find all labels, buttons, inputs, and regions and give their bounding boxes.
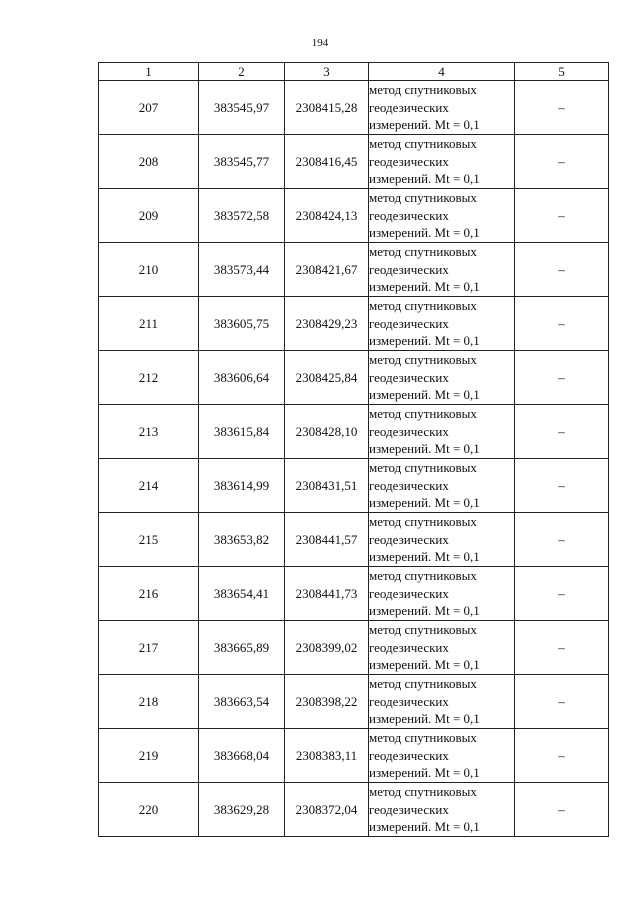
table-row (99, 621, 609, 675)
point-number-cell: 208 (99, 135, 199, 189)
x-coordinate-cell: 383665,89 (199, 621, 285, 675)
table-row (99, 297, 609, 351)
x-coordinate-cell: 383605,75 (199, 297, 285, 351)
method-line: измерений. Mt = 0,1 (369, 495, 480, 511)
column-5-cell: – (515, 189, 609, 243)
method-line: геодезических (369, 747, 449, 763)
method-cell (369, 135, 515, 189)
method-line: геодезических (369, 639, 449, 655)
point-number-cell: 218 (99, 675, 199, 729)
x-coordinate-cell: 383663,54 (199, 675, 285, 729)
point-number-cell: 210 (99, 243, 199, 297)
table-row (99, 135, 609, 189)
method-line: измерений. Mt = 0,1 (369, 171, 480, 187)
y-coordinate-cell: 2308399,02 (285, 621, 369, 675)
point-number-cell: 209 (99, 189, 199, 243)
point-number-cell: 217 (99, 621, 199, 675)
column-5-cell: – (515, 729, 609, 783)
method-cell (369, 297, 515, 351)
method-line: метод спутниковых (369, 406, 477, 422)
page-number: 194 (311, 37, 329, 49)
point-number-cell: 207 (99, 81, 199, 135)
method-cell (369, 675, 515, 729)
method-cell (369, 459, 515, 513)
table-row (99, 189, 609, 243)
method-line: геодезических (369, 477, 449, 493)
column-5-cell: – (515, 675, 609, 729)
column-5-cell: – (515, 783, 609, 837)
method-line: измерений. Mt = 0,1 (369, 333, 480, 349)
method-cell (369, 189, 515, 243)
x-coordinate-cell: 383606,64 (199, 351, 285, 405)
y-coordinate-cell: 2308424,13 (285, 189, 369, 243)
header-col-1: 1 (99, 63, 199, 81)
method-line: метод спутниковых (369, 514, 477, 530)
table-header (99, 63, 609, 81)
y-coordinate-cell: 2308383,11 (285, 729, 369, 783)
column-5-cell: – (515, 567, 609, 621)
point-number-cell: 219 (99, 729, 199, 783)
method-cell (369, 567, 515, 621)
method-line: геодезических (369, 99, 449, 115)
method-line: измерений. Mt = 0,1 (369, 711, 480, 727)
table-body (99, 81, 609, 837)
point-number-cell: 211 (99, 297, 199, 351)
method-cell (369, 81, 515, 135)
header-col-3: 3 (285, 63, 369, 81)
point-number-cell: 212 (99, 351, 199, 405)
method-line: метод спутниковых (369, 784, 477, 800)
method-line: метод спутниковых (369, 568, 477, 584)
x-coordinate-cell: 383668,04 (199, 729, 285, 783)
header-col-5: 5 (515, 63, 609, 81)
method-line: метод спутниковых (369, 460, 477, 476)
method-cell (369, 621, 515, 675)
table-row (99, 405, 609, 459)
x-coordinate-cell: 383614,99 (199, 459, 285, 513)
x-coordinate-cell: 383572,58 (199, 189, 285, 243)
x-coordinate-cell: 383654,41 (199, 567, 285, 621)
method-line: измерений. Mt = 0,1 (369, 279, 480, 295)
column-5-cell: – (515, 621, 609, 675)
x-coordinate-cell: 383573,44 (199, 243, 285, 297)
header-col-4: 4 (369, 63, 515, 81)
table-row (99, 513, 609, 567)
method-line: измерений. Mt = 0,1 (369, 549, 480, 565)
method-cell (369, 243, 515, 297)
point-number-cell: 220 (99, 783, 199, 837)
method-line: измерений. Mt = 0,1 (369, 441, 480, 457)
method-cell (369, 351, 515, 405)
x-coordinate-cell: 383653,82 (199, 513, 285, 567)
method-line: метод спутниковых (369, 676, 477, 692)
y-coordinate-cell: 2308372,04 (285, 783, 369, 837)
method-line: измерений. Mt = 0,1 (369, 117, 480, 133)
method-line: измерений. Mt = 0,1 (369, 225, 480, 241)
method-cell (369, 513, 515, 567)
table-row (99, 675, 609, 729)
column-5-cell: – (515, 513, 609, 567)
method-line: геодезических (369, 585, 449, 601)
method-line: геодезических (369, 531, 449, 547)
method-line: геодезических (369, 153, 449, 169)
column-5-cell: – (515, 81, 609, 135)
point-number-cell: 215 (99, 513, 199, 567)
table-row (99, 351, 609, 405)
column-5-cell: – (515, 135, 609, 189)
column-5-cell: – (515, 405, 609, 459)
y-coordinate-cell: 2308441,73 (285, 567, 369, 621)
method-line: геодезических (369, 423, 449, 439)
point-number-cell: 214 (99, 459, 199, 513)
method-line: измерений. Mt = 0,1 (369, 765, 480, 781)
table-row (99, 459, 609, 513)
point-number-cell: 216 (99, 567, 199, 621)
y-coordinate-cell: 2308425,84 (285, 351, 369, 405)
column-5-cell: – (515, 351, 609, 405)
column-5-cell: – (515, 297, 609, 351)
method-line: геодезических (369, 801, 449, 817)
y-coordinate-cell: 2308441,57 (285, 513, 369, 567)
y-coordinate-cell: 2308416,45 (285, 135, 369, 189)
y-coordinate-cell: 2308429,23 (285, 297, 369, 351)
method-cell (369, 729, 515, 783)
y-coordinate-cell: 2308421,67 (285, 243, 369, 297)
method-line: измерений. Mt = 0,1 (369, 387, 480, 403)
method-line: метод спутниковых (369, 622, 477, 638)
method-line: измерений. Mt = 0,1 (369, 819, 480, 835)
method-line: геодезических (369, 207, 449, 223)
x-coordinate-cell: 383615,84 (199, 405, 285, 459)
header-row (99, 63, 609, 81)
method-line: геодезических (369, 315, 449, 331)
method-cell (369, 783, 515, 837)
method-line: метод спутниковых (369, 352, 477, 368)
method-line: метод спутниковых (369, 190, 477, 206)
method-line: метод спутниковых (369, 730, 477, 746)
method-line: геодезических (369, 693, 449, 709)
column-5-cell: – (515, 459, 609, 513)
method-cell (369, 405, 515, 459)
method-line: метод спутниковых (369, 244, 477, 260)
x-coordinate-cell: 383545,97 (199, 81, 285, 135)
method-line: измерений. Mt = 0,1 (369, 657, 480, 673)
table-row (99, 81, 609, 135)
method-line: метод спутниковых (369, 136, 477, 152)
table-row (99, 729, 609, 783)
x-coordinate-cell: 383545,77 (199, 135, 285, 189)
column-5-cell: – (515, 243, 609, 297)
point-number-cell: 213 (99, 405, 199, 459)
y-coordinate-cell: 2308398,22 (285, 675, 369, 729)
table-row (99, 783, 609, 837)
y-coordinate-cell: 2308415,28 (285, 81, 369, 135)
method-line: метод спутниковых (369, 298, 477, 314)
x-coordinate-cell: 383629,28 (199, 783, 285, 837)
table-row (99, 243, 609, 297)
method-line: геодезических (369, 369, 449, 385)
method-line: метод спутниковых (369, 82, 477, 98)
y-coordinate-cell: 2308431,51 (285, 459, 369, 513)
table-row (99, 567, 609, 621)
method-line: измерений. Mt = 0,1 (369, 603, 480, 619)
header-col-2: 2 (199, 63, 285, 81)
y-coordinate-cell: 2308428,10 (285, 405, 369, 459)
method-line: геодезических (369, 261, 449, 277)
coordinates-table (98, 62, 609, 837)
